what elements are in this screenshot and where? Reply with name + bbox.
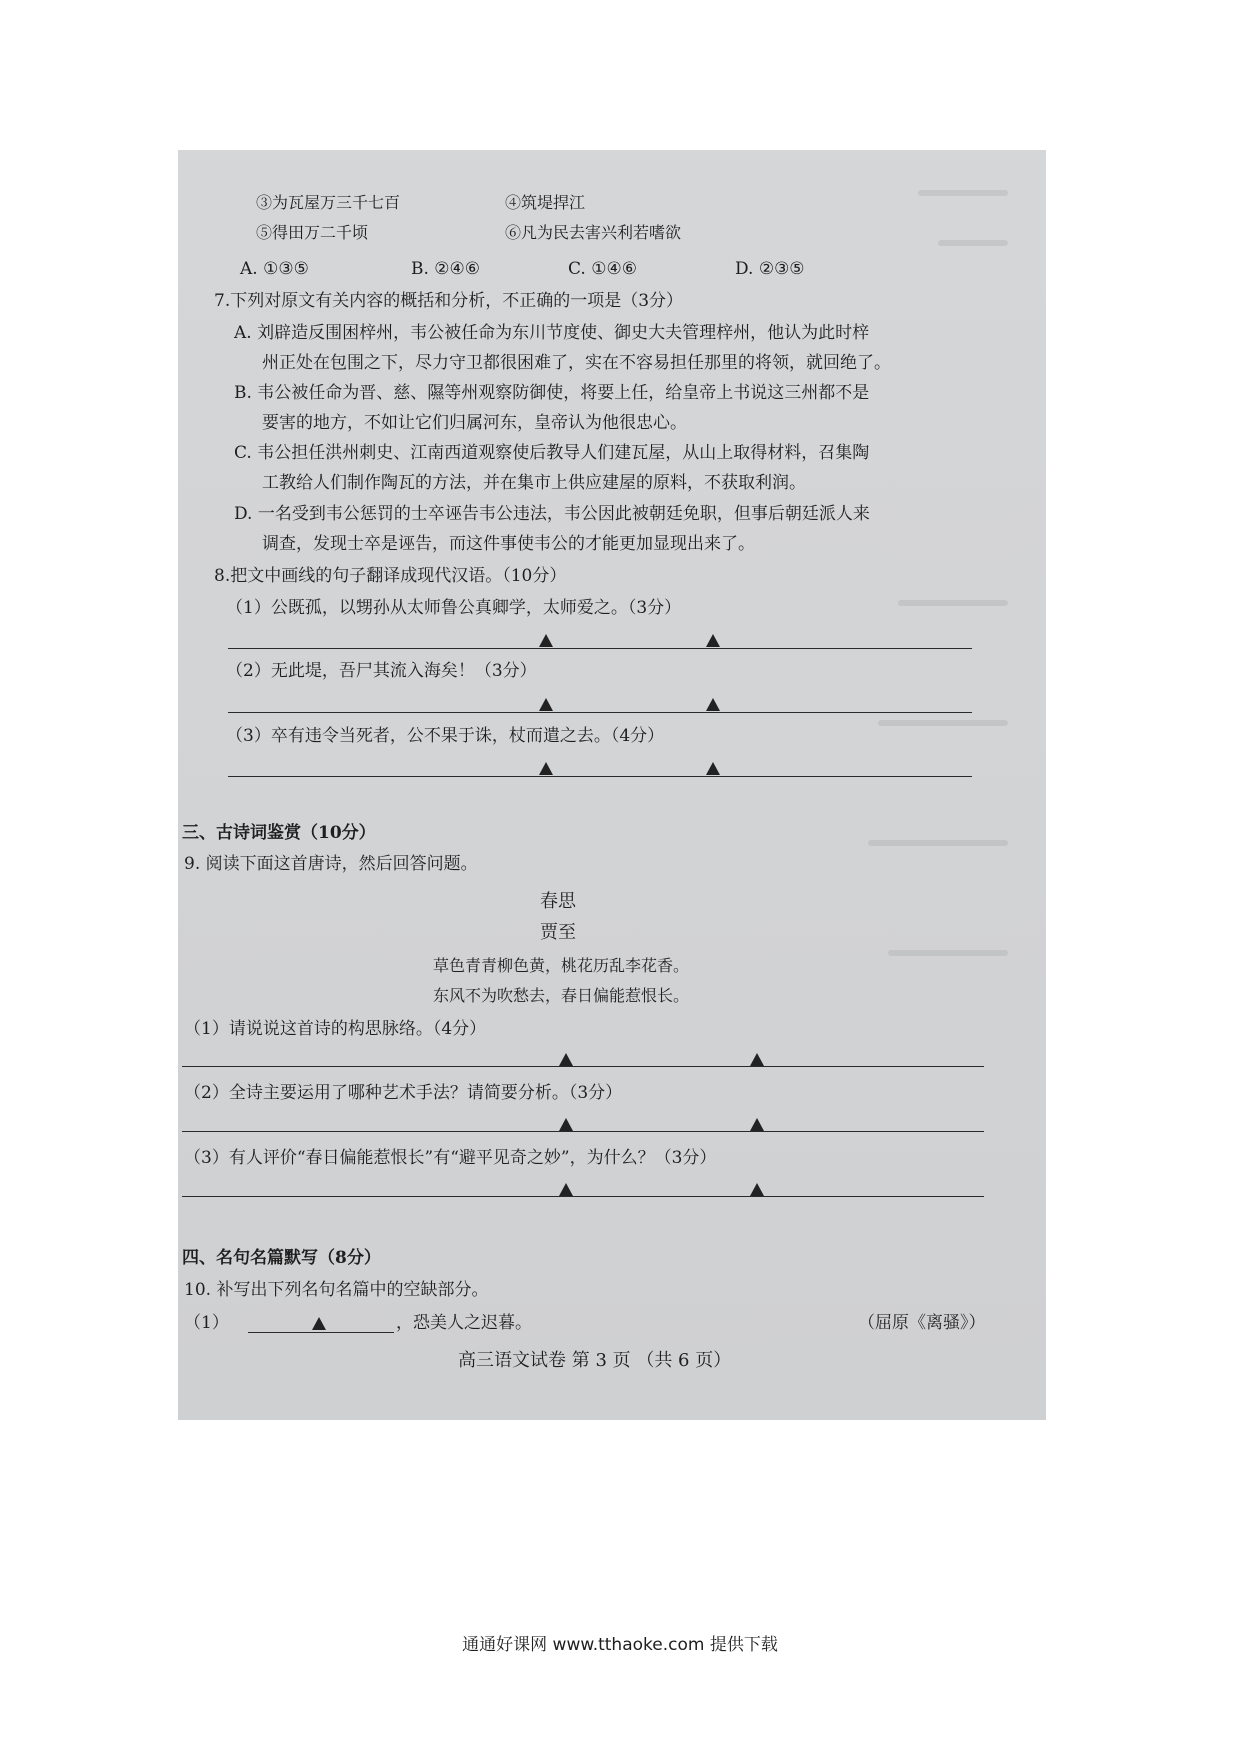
q7-stem: 7.下列对原文有关内容的概括和分析，不正确的一项是（3分） <box>214 291 684 311</box>
answer-marker-icon <box>559 1118 573 1131</box>
q6-item-3: ③为瓦屋万三千七百 <box>256 193 401 212</box>
q7-option-a-line2: 州正处在包围之下，尽力守卫都很困难了，实在不容易担任那里的将领，就回绝了。 <box>262 353 891 373</box>
q8-sentence-3: （3）卒有违令当死者，公不果于诛，杖而遣之去。（4分） <box>226 726 665 746</box>
q6-option-a: A. ①③⑤ <box>240 259 309 279</box>
q6-item-5: ⑤得田万二千顷 <box>256 223 369 242</box>
answer-marker-icon <box>539 698 553 711</box>
section-3-heading: 三、古诗词鉴赏（10分） <box>182 823 376 843</box>
poem-author: 贾至 <box>540 922 576 943</box>
answer-marker-icon <box>706 762 720 775</box>
answer-marker-icon <box>706 634 720 647</box>
q7-option-d-line2: 调查，发现士卒是诬告，而这件事使韦公的才能更加显现出来了。 <box>262 534 755 554</box>
q8-sentence-2: （2）无此堤，吾尸其流入海矣！（3分） <box>226 661 537 681</box>
q8-sentence-1: （1）公既孤，以甥孙从太师鲁公真卿学，太师爱之。（3分） <box>226 598 682 618</box>
q9-sub-2: （2）全诗主要运用了哪种艺术手法？请简要分析。（3分） <box>184 1083 623 1103</box>
answer-marker-icon <box>539 762 553 775</box>
q10-item-1-source: （屈原《离骚》） <box>858 1313 986 1333</box>
answer-line <box>182 1131 984 1132</box>
q7-option-d-line1: D. 一名受到韦公惩罚的士卒诬告韦公违法，韦公因此被朝廷免职，但事后朝廷派人来 <box>234 504 870 524</box>
q6-item-6: ⑥凡为民去害兴利若嗜欲 <box>505 223 682 242</box>
q6-option-d: D. ②③⑤ <box>735 259 805 279</box>
q10-item-1-number: （1） <box>184 1313 229 1333</box>
page-footer: 高三语文试卷 第 3 页 （共 6 页） <box>458 1350 732 1371</box>
section-4-heading: 四、名句名篇默写（8分） <box>182 1248 381 1268</box>
q9-sub-3: （3）有人评价“春日偏能惹恨长”有“避平见奇之妙”，为什么？（3分） <box>184 1148 717 1168</box>
site-footer: 通通好课网 www.tthaoke.com 提供下载 <box>462 1635 778 1655</box>
q10-stem: 10. 补写出下列名句名篇中的空缺部分。 <box>184 1280 489 1300</box>
exam-page-photo <box>178 150 1046 1420</box>
q10-item-1-text: ，恐美人之迟暮。 <box>396 1313 532 1333</box>
q7-option-b-line2: 要害的地方，不如让它们归属河东，皇帝认为他很忠心。 <box>262 413 687 433</box>
q8-stem: 8.把文中画线的句子翻译成现代汉语。（10分） <box>214 566 567 586</box>
answer-marker-icon <box>750 1053 764 1066</box>
answer-marker-icon <box>312 1317 326 1330</box>
answer-line <box>228 776 972 777</box>
q6-option-b: B. ②④⑥ <box>411 259 481 279</box>
answer-marker-icon <box>559 1053 573 1066</box>
answer-marker-icon <box>559 1183 573 1196</box>
answer-marker-icon <box>750 1183 764 1196</box>
q6-item-4: ④筑堤捍江 <box>505 193 586 212</box>
q7-option-b-line1: B. 韦公被任命为晋、慈、隰等州观察防御使，将要上任，给皇帝上书说这三州都不是 <box>234 383 870 403</box>
poem-line-1: 草色青青柳色黄，桃花历乱李花香。 <box>433 956 690 975</box>
poem-line-2: 东风不为吹愁去，春日偏能惹恨长。 <box>433 986 690 1005</box>
answer-line <box>182 1066 984 1067</box>
answer-marker-icon <box>706 698 720 711</box>
answer-line <box>228 712 972 713</box>
q7-option-a-line1: A. 刘辟造反围困梓州，韦公被任命为东川节度使、御史大夫管理梓州，他认为此时梓 <box>234 323 870 343</box>
q7-option-c-line1: C. 韦公担任洪州刺史、江南西道观察使后教导人们建瓦屋，从山上取得材料，召集陶 <box>234 443 870 463</box>
poem-title: 春思 <box>540 891 576 912</box>
q9-sub-1: （1）请说说这首诗的构思脉络。（4分） <box>184 1019 487 1039</box>
answer-line <box>228 648 972 649</box>
q6-option-c: C. ①④⑥ <box>568 259 637 279</box>
q9-stem: 9. 阅读下面这首唐诗，然后回答问题。 <box>184 854 478 874</box>
q7-option-c-line2: 工教给人们制作陶瓦的方法，并在集市上供应建屋的原料，不获取利润。 <box>262 473 806 493</box>
answer-marker-icon <box>750 1118 764 1131</box>
fill-blank-line <box>248 1332 394 1333</box>
answer-marker-icon <box>539 634 553 647</box>
answer-line <box>182 1196 984 1197</box>
